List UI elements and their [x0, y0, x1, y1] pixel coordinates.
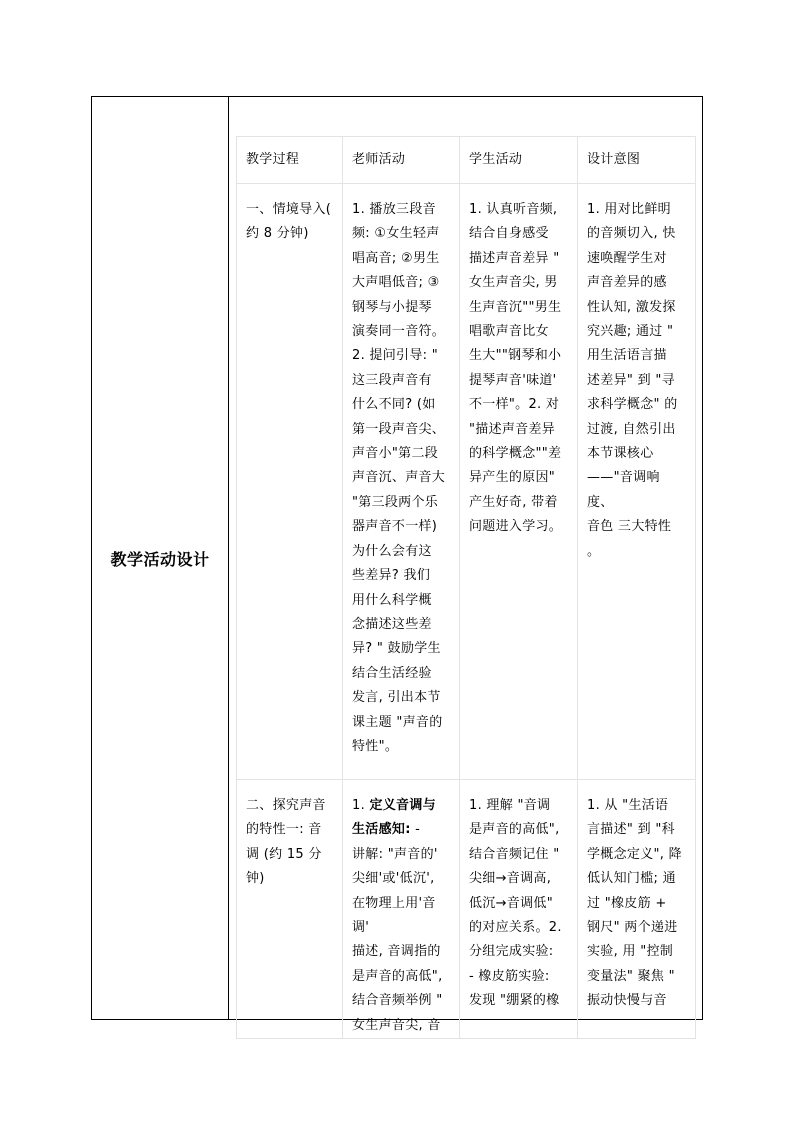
cell-process: 一、情境导入( 约 8 分钟) — [237, 184, 343, 780]
teacher-rest: - 讲解: "声音的' 尖细'或'低沉', 在物理上用'音调' 描述, 音调指的 是声音的高低", 结合音频举例 " 女生声音尖, 音 — [352, 822, 443, 1033]
cell-teacher: 1. 播放三段音 频: ①女生轻声 唱高音; ②男生 大声唱低音; ③ 钢琴与小提琴 演奏同一音符。 2. 提问引导: " 这三段声音有 什么不同? (如 第一段声音尖、 声音小"第二段 声音沉、声音大 "第三段两个乐 器声音不一样) 为什么会有这 些差异? 我们 用什么科学概 念描述这些差 异? " 鼓励学生 结合生活经验 发言, 引出本节 课主题 "声音的 特性"。 — [343, 184, 460, 780]
header-row — [237, 137, 696, 184]
column-divider — [228, 97, 229, 1019]
cell-student: 1. 认真听音频, 结合自身感受 描述声音差异 " 女生声音尖, 男 生声音沉""男生 唱歌声音比女 生大""钢琴和小 提琴声音'味道' 不一样"。2. 对 "描述声音差异 的科学概念""差 异产生的原因" 产生好奇, 带着 问题进入学习。 — [460, 184, 578, 780]
header-cell-intent: 设计意图 — [578, 137, 696, 184]
table-row — [237, 184, 696, 780]
section-label: 教学活动设计 — [110, 549, 210, 569]
teacher-bold-heading: 定义音调与 生活感知: — [352, 798, 436, 838]
cell-intent: 1. 用对比鲜明 的音频切入, 快 速唤醒学生对 声音差异的感 性认知, 激发探 究兴趣; 通过 " 用生活语言描 述差异" 到 "寻 求科学概念" 的 过渡, 自然引出 本节课核心 ——"音调响度、 音色 三大特性 。 — [578, 184, 696, 780]
cell-intent: 1. 从 "生活语 言描述" 到 "科 学概念定义", 降 低认知门槛; 通 过 "橡皮筋 + 钢尺" 两个递进 实验, 用 "控制 变量法" 聚焦 " 振动快慢与音 — [578, 780, 696, 1039]
teacher-prefix: 1. — [352, 798, 370, 813]
activity-table — [236, 136, 696, 1039]
cell-teacher — [343, 780, 460, 1039]
header-cell-process: 教学过程 — [237, 137, 343, 184]
table-row — [237, 780, 696, 1039]
header-cell-student: 学生活动 — [460, 137, 578, 184]
cell-process: 二、探究声音 的特性一: 音 调 (约 15 分 钟) — [237, 780, 343, 1039]
cell-student: 1. 理解 "音调 是声音的高低", 结合音频记住 " 尖细→音调高, 低沉→音调低" 的对应关系。2. 分组完成实验: - 橡皮筋实验: 发现 "绷紧的橡 — [460, 780, 578, 1039]
header-cell-teacher: 老师活动 — [343, 137, 460, 184]
